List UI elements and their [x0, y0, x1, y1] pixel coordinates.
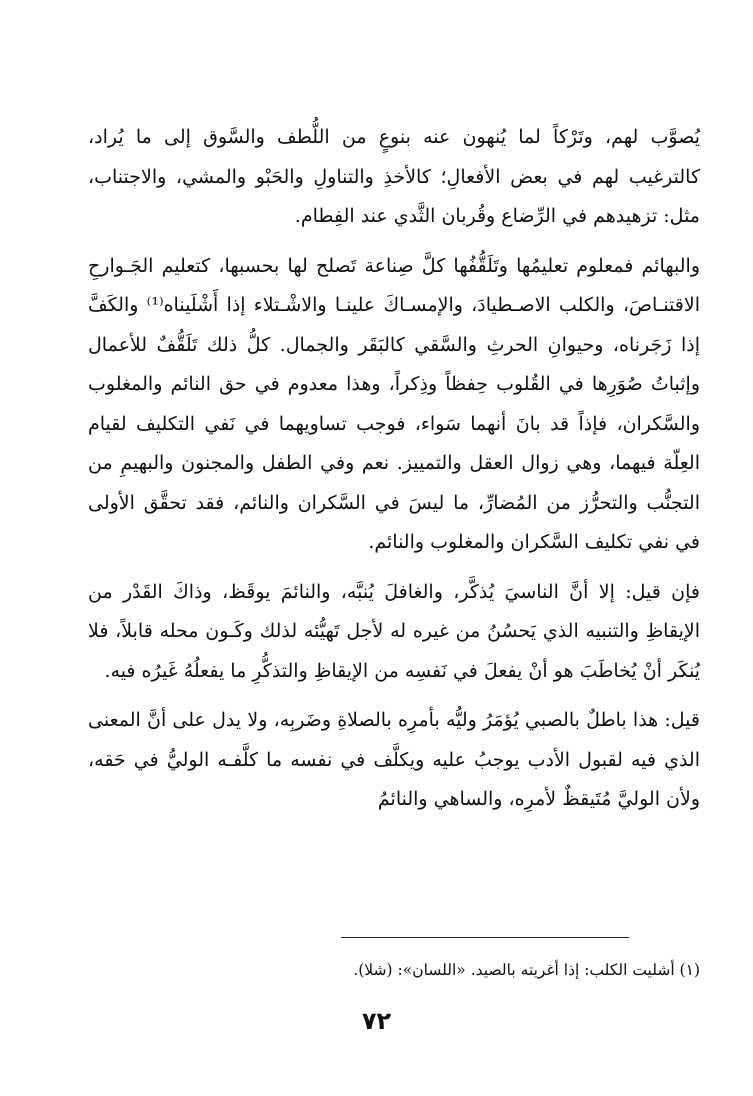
paragraph: يُصوَّب لهم، وتَرْكاً لما يُنهون عنه بنوعٍ من اللُّطف والسَّوق إلى ما يُراد، كالترغيب لهم في بعض الأفعالِ؛ كالأخذِ والتناولِ والحَبْو والمشي، والاجتناب، مثل: تزهيدهم في الرِّضاع وقُربان الثَّدي عند الفِطام.: [88, 126, 700, 227]
footnote: (١) أشليت الكلب: إذا أغريته بالصيد. «اللسان»: (شلا).: [353, 961, 700, 979]
main-text: [88, 118, 700, 820]
footnote-divider: [341, 937, 629, 938]
paragraph: قيل: هذا باطلٌ بالصبي يُؤمَرُ وليُّه بأمرِه بالصلاةِ وضَربِه، ولا يدل على أنَّ المعنى الذي فيه لقبول الأدب يوجبُ عليه ويكلَّف في نفسه ما كلَّفـه الوليُّ في حَقه، ولأن الوليَّ مُتَيقظٌ لأمرِه، والساهي والنائمُ: [88, 709, 700, 810]
paragraph: والبهائم فمعلوم تعليمُها وتَلَقُّفُها كلَّ صِناعة تَصلح لها بحسبها، كتعليم الجَـوارحِ الاقتنـاصَ، والكلب الاصـطيادَ، والإمسـاكَ علينـا والاشْـتلاء إذا أَشْلَيناه⁽¹⁾ والكَفَّ إذا زَجَرناه، وحيوانِ الحرثِ والسَّقي كالبَقَر والجمال. كلُّ ذلك تَلَقُّفٌ للأعمال وإثباتُ صُوَرِها في القُلوب حِفظاً وذِكراً، وهذا معدوم في حق النائم والمغلوب والسَّكران، فإذاً قد بانَ أنهما سَواء، فوجب تساويهما في نَفي التكليف لقيام العِلّة فيهما، وهي زوال العقل والتمييز. نعم وفي الطفل والمجنون والبهيمِ من التجنُّب والتحرُّز من المُضارِّ، ما ليسَ في السَّكران والنائم، فقد تحقَّق الأولى في نفي تكليف السَّكران والمغلوب والنائم.: [88, 254, 700, 553]
paragraph: فإن قيل: إلا أنَّ الناسيَ يُذكَّر، والغافلَ يُنبَّه، والنائمَ يوقَظ، وذاكَ القَدْر من الإيقاظِ والتنبيه الذي يَحسُنُ من غيره له لأجل تَهيُّئه لذلك وكَـون محله قابلاً، فلا يُنكَر أنْ يُخاطَبَ هو أنْ يفعلَ في نَفسِه من الإيقاظِ والتذكُّرِ ما يفعلُهُ غَيرُه فيه.: [88, 580, 700, 682]
page-number: ٧٢: [361, 1007, 392, 1035]
